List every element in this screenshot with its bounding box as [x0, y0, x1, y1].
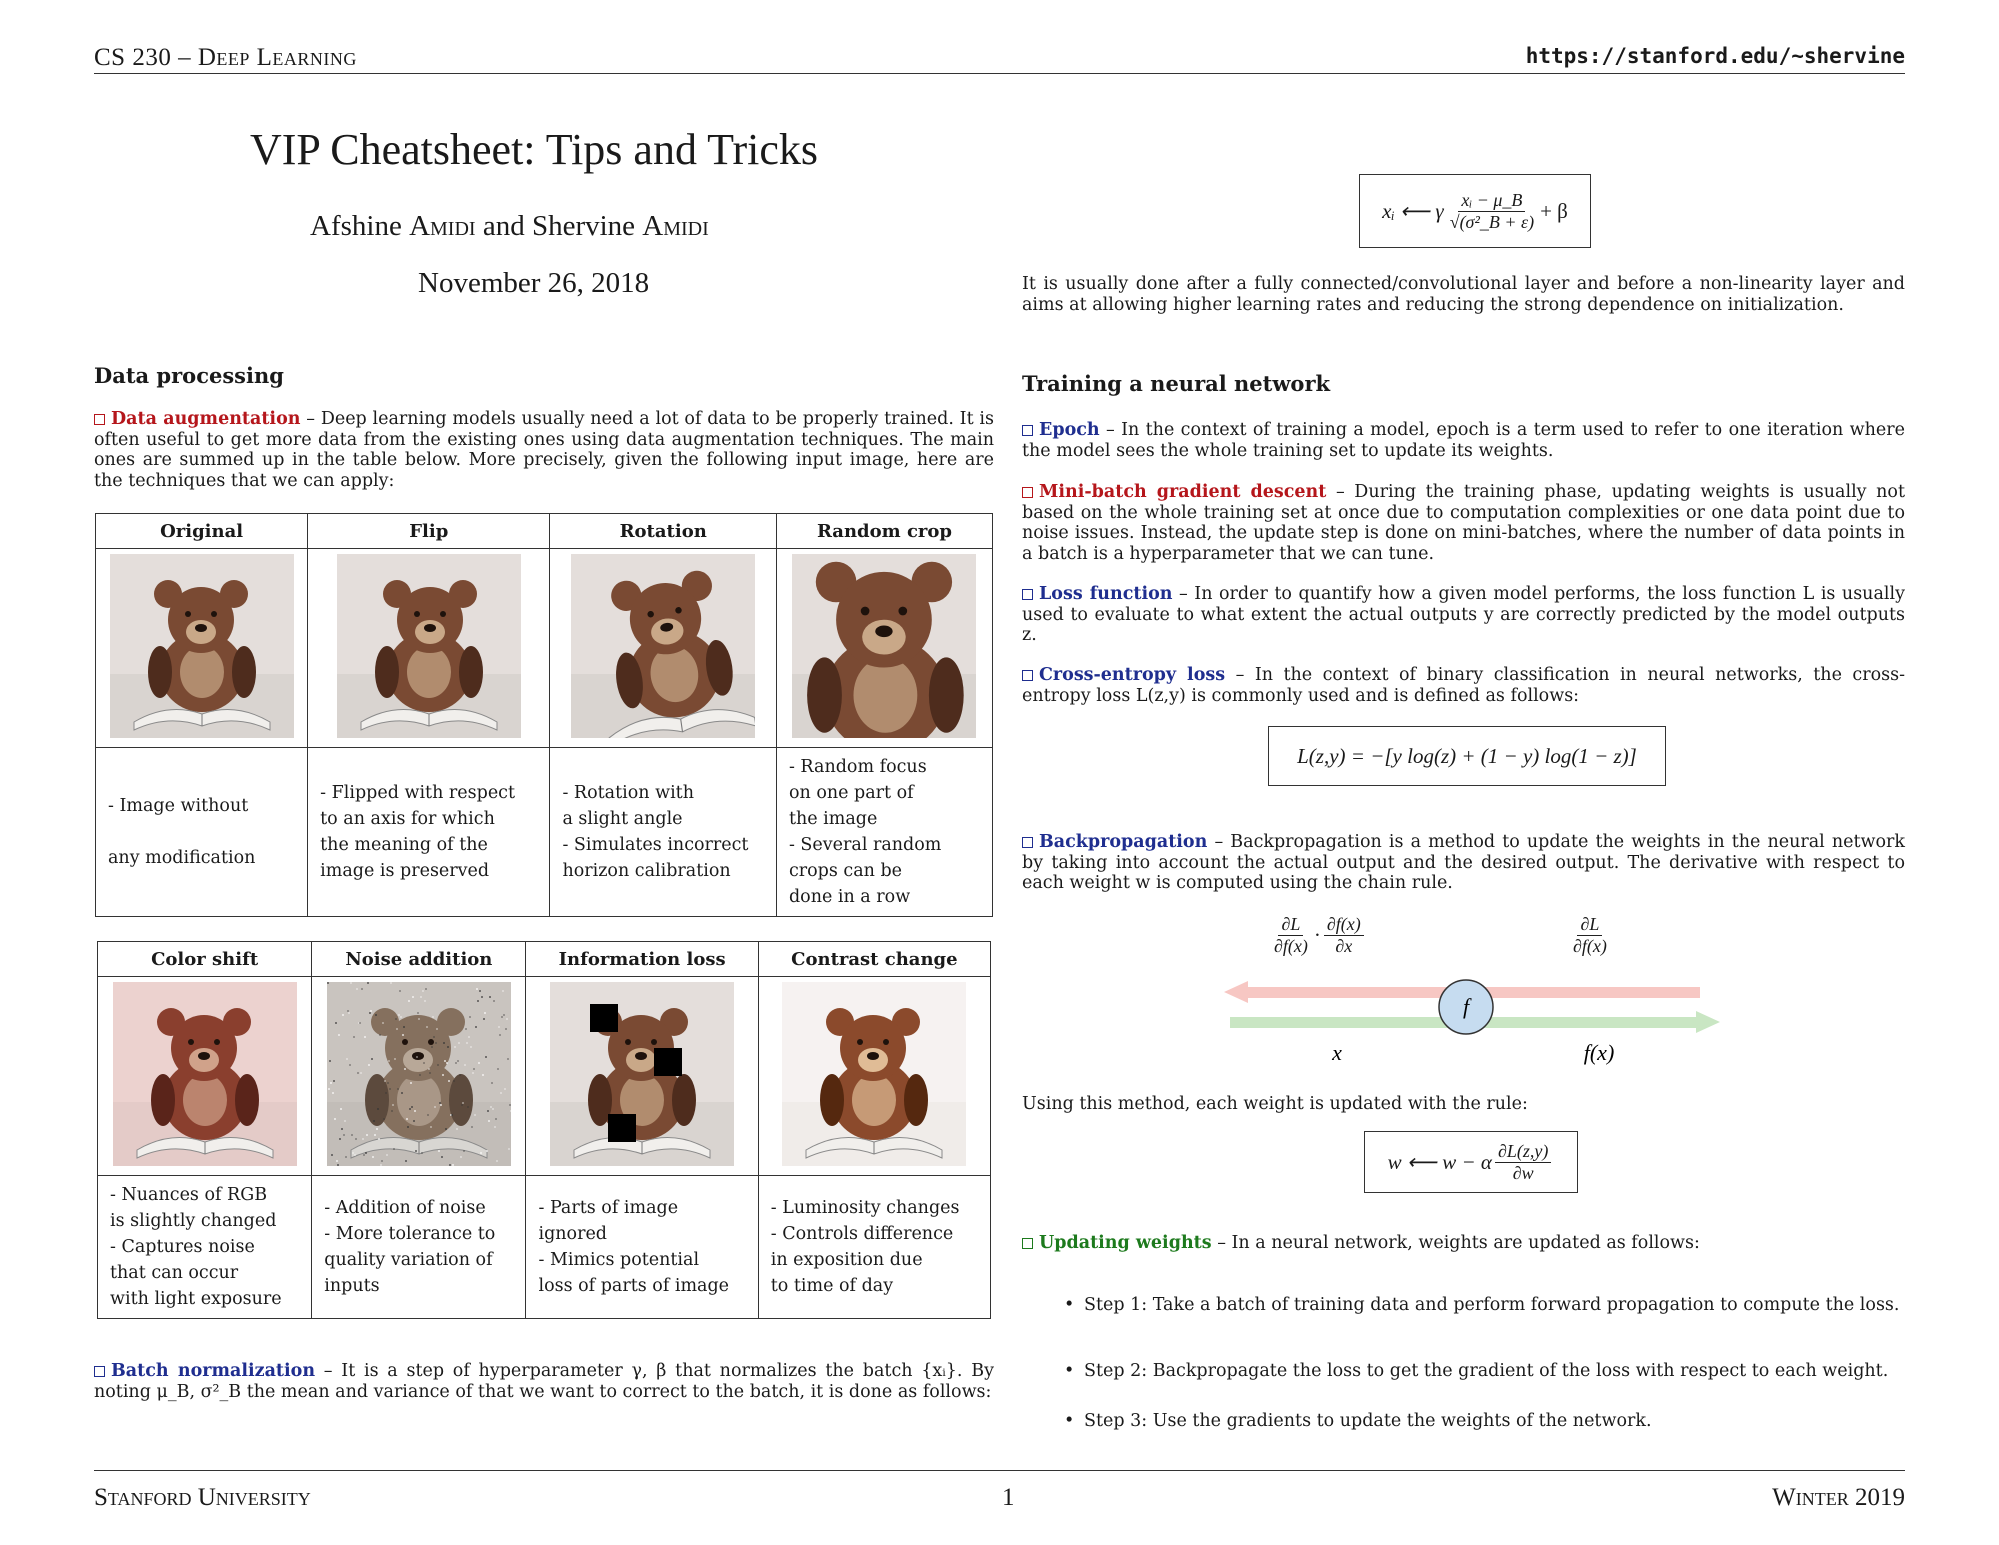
header-rule — [94, 73, 1905, 74]
authors: Afshine Amidi and Shervine Amidi — [310, 210, 709, 242]
checkbox-icon — [1022, 670, 1033, 681]
section-training: Training a neural network — [1022, 371, 1331, 396]
teddy-bear-image — [110, 554, 294, 738]
list-item: • Step 2: Backpropagate the loss to get the gradient of the loss with respect to each weight. — [1084, 1361, 1904, 1382]
list-item: • Step 3: Use the gradients to update the weights of the network. — [1084, 1411, 1904, 1432]
function-node-label: f — [1462, 994, 1470, 1019]
header-course: CS 230 – Deep Learning — [94, 44, 357, 71]
footer-rule — [94, 1470, 1905, 1471]
checkbox-icon — [1022, 589, 1033, 600]
list-item: • Step 1: Take a batch of training data and perform forward propagation to compute the loss. — [1084, 1295, 1904, 1316]
teddy-bear-cropped-image — [792, 554, 976, 738]
teddy-bear-contrast-image — [782, 982, 966, 1166]
table-header: Rotation — [550, 514, 777, 549]
checkbox-icon — [94, 414, 105, 425]
teddy-bear-noise-image — [327, 982, 511, 1166]
checkbox-icon — [1022, 487, 1033, 498]
desc-noise: - Addition of noise - More tolerance to quality variation of inputs — [312, 1176, 526, 1319]
weight-update-formula: w ⟵ w − α $\frac{\partial L(z,y)}{\partial w}$ — [1364, 1131, 1578, 1193]
footer-term: Winter 2019 — [1772, 1484, 1905, 1511]
desc-rotation: - Rotation with a slight angle - Simulates incorrect horizon calibration — [550, 748, 777, 917]
batch-norm-explanation: It is usually done after a fully connected/convolutional layer and before a non-linearity layer and aims at allowing higher learning rates and reducing the strong dependence on initialization. — [1022, 274, 1905, 315]
image-flip-cell — [308, 549, 550, 748]
teddy-bear-flipped-image — [337, 554, 521, 738]
image-noise-cell — [312, 977, 526, 1176]
desc-original: - Image without any modification — [96, 748, 308, 917]
checkbox-icon — [1022, 837, 1033, 848]
checkbox-icon — [1022, 425, 1033, 436]
table-header: Information loss — [526, 942, 758, 977]
checkbox-icon — [94, 1366, 105, 1377]
batch-normalization-paragraph: Batch normalization – It is a step of hyperparameter γ, β that normalizes the batch {xᵢ}. By noting μ_B, σ²_B the mean and variance of that we want to correct to the batch, it is done as follows: — [94, 1361, 994, 1402]
batch-norm-formula: xᵢ ⟵ γ $\frac{\text{xᵢ − μ\_B}}{\text{√(σ²\_B + ε)}}$ + β — [1359, 174, 1591, 248]
checkbox-icon — [1022, 1238, 1033, 1249]
footer-university: Stanford University — [94, 1484, 311, 1511]
image-crop-cell — [776, 549, 992, 748]
page-title: VIP Cheatsheet: Tips and Tricks — [250, 125, 819, 174]
table-header: Contrast change — [758, 942, 990, 977]
backward-arrow-head — [1224, 981, 1248, 1003]
chain-rule-gradient: $\frac{\partial L}{\partial f(x)}$ · $\frac{\partial f(x)}{\partial x}$ — [1268, 914, 1367, 957]
teddy-bear-color-shift-image — [113, 982, 297, 1166]
table-header: Color shift — [98, 942, 312, 977]
updating-weights-paragraph: Updating weights – In a neural network, weights are updated as follows: — [1022, 1233, 1905, 1254]
augmentation-table-1 — [95, 513, 993, 917]
desc-crop: - Random focus on one part of the image - Several random crops can be done in a row — [776, 748, 992, 917]
data-augmentation-paragraph: Data augmentation – Deep learning models usually need a lot of data to be properly trained. It is often useful to get more data from the existing ones using data augmentation techniques. The main ones are summed up in the table below. More precisely, given the following input image, here are the techniques that we can apply: — [94, 409, 994, 491]
output-label: f(x) — [1583, 1040, 1615, 1065]
desc-color-shift: - Nuances of RGB is slightly changed - Captures noise that can occur with light exposure — [98, 1176, 312, 1319]
teddy-bear-info-loss-image — [550, 982, 734, 1166]
cross-entropy-paragraph: Cross-entropy loss – In the context of binary classification in neural networks, the cross-entropy loss L(z,y) is commonly used and is defined as follows: — [1022, 665, 1905, 706]
desc-info-loss: - Parts of image ignored - Mimics potential loss of parts of image — [526, 1176, 758, 1319]
image-rotation-cell — [550, 549, 777, 748]
minibatch-paragraph: Mini-batch gradient descent – During the training phase, updating weights is usually not based on the whole training set at once due to computation complexities or one data point due to noise issues. Instead, the update step is done on mini-batches, where the number of data points in a batch is a hyperparameter that we can tune. — [1022, 482, 1905, 564]
update-rule-intro: Using this method, each weight is updated with the rule: — [1022, 1094, 1528, 1114]
teddy-bear-rotated-image — [571, 554, 755, 738]
loss-function-paragraph: Loss function – In order to quantify how a given model performs, the loss function L is usually used to evaluate to what extent the actual outputs y are correctly predicted by the model outputs z. — [1022, 584, 1905, 645]
input-label: x — [1332, 1040, 1342, 1065]
table-header: Original — [96, 514, 308, 549]
cross-entropy-formula: L(z,y) = −[y log(z) + (1 − y) log(1 − z)] — [1268, 726, 1666, 786]
forward-arrow-head — [1696, 1011, 1720, 1033]
header-url[interactable]: https://stanford.edu/~shervine — [1525, 44, 1905, 68]
output-gradient: $\frac{\partial L}{\partial f(x)}$ — [1573, 914, 1607, 956]
page-number: 1 — [1002, 1484, 1015, 1511]
table-header: Noise addition — [312, 942, 526, 977]
image-info-loss-cell — [526, 977, 758, 1176]
epoch-paragraph: Epoch – In the context of training a model, epoch is a term used to refer to one iteration where the model sees the whole training set to update its weights. — [1022, 420, 1905, 461]
section-data-processing: Data processing — [94, 363, 284, 388]
date: November 26, 2018 — [418, 267, 650, 299]
image-color-shift-cell — [98, 977, 312, 1176]
desc-contrast: - Luminosity changes - Controls difference in exposition due to time of day — [758, 1176, 990, 1319]
table-header: Random crop — [776, 514, 992, 549]
desc-flip: - Flipped with respect to an axis for which the meaning of the image is preserved — [308, 748, 550, 917]
image-contrast-cell — [758, 977, 990, 1176]
table-header: Flip — [308, 514, 550, 549]
backpropagation-paragraph: Backpropagation – Backpropagation is a method to update the weights in the neural network by taking into account the actual output and the desired output. The derivative with respect to each weight w is computed using the chain rule. — [1022, 832, 1905, 893]
augmentation-table-2 — [97, 941, 991, 1319]
image-original-cell — [96, 549, 308, 748]
